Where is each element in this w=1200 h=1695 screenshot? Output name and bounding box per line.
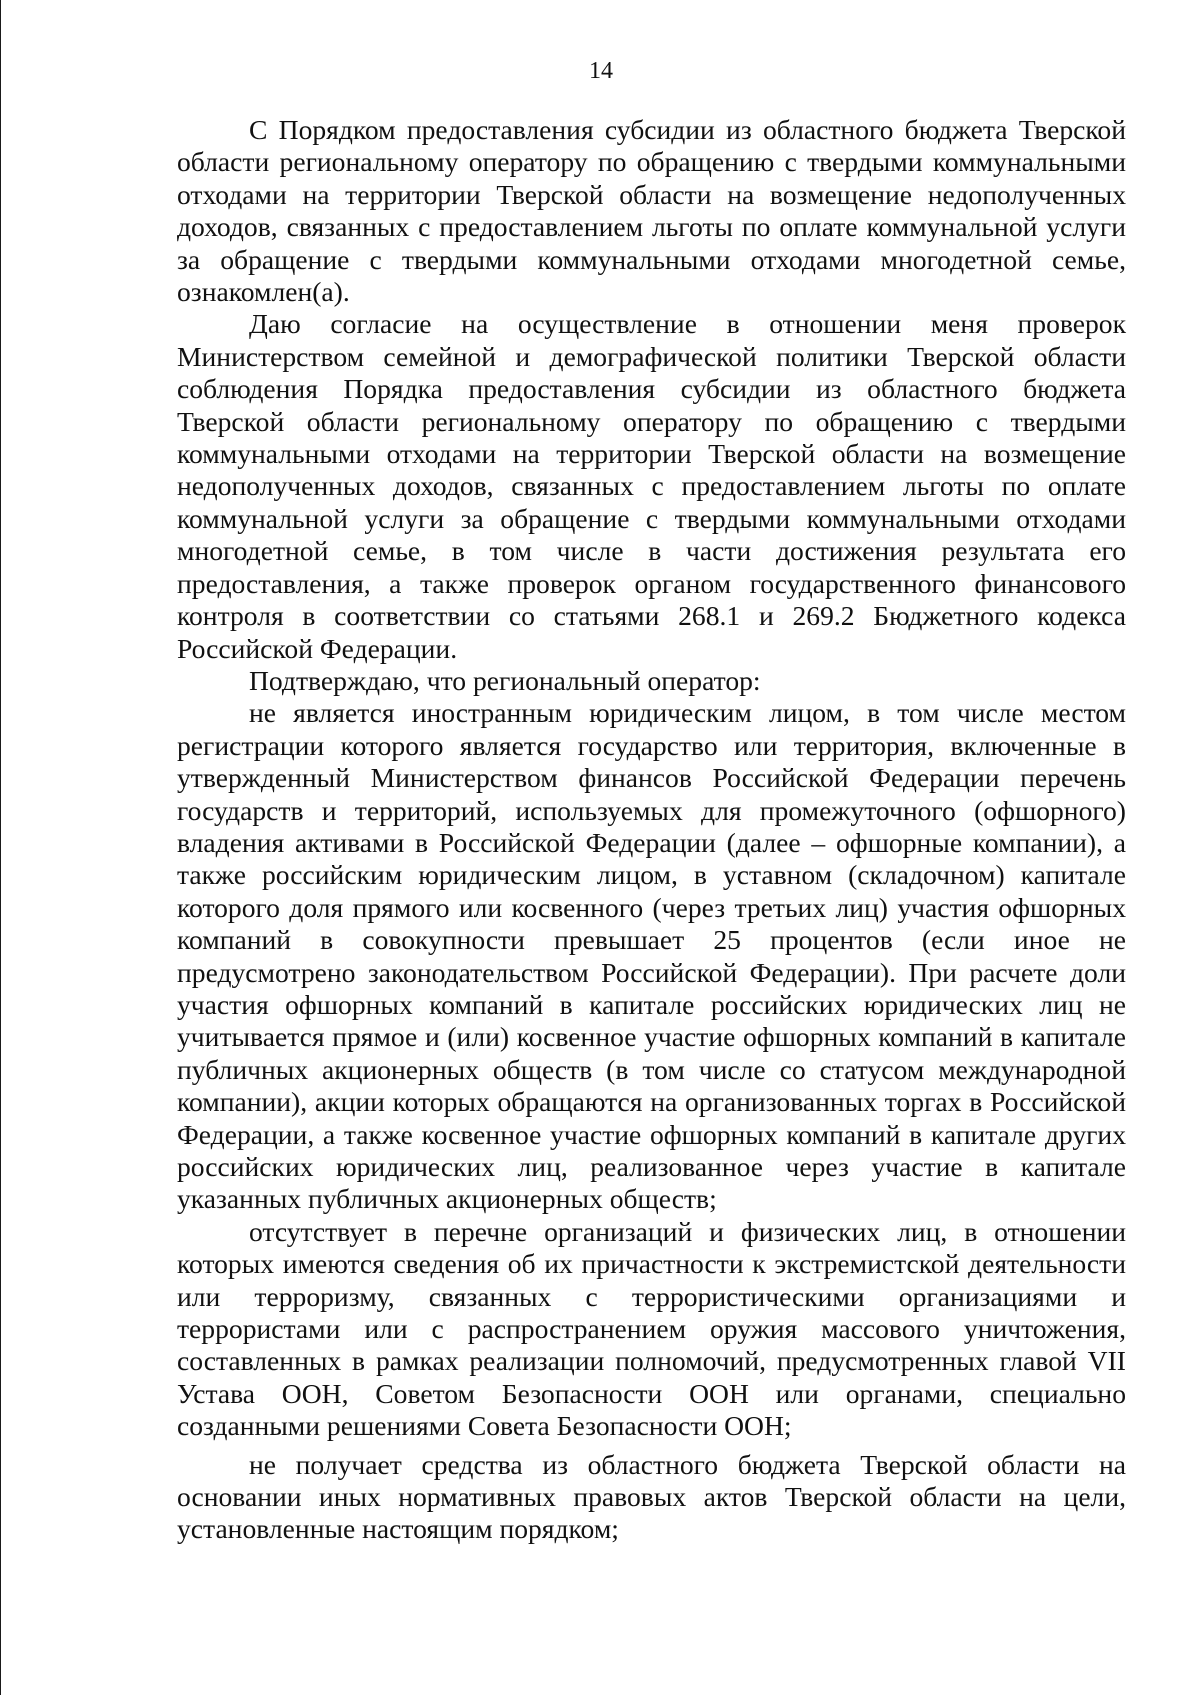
document-body xyxy=(177,114,1126,1546)
paragraph-not-in-extremist-list: отсутствует в перечне организаций и физических лиц, в отношении которых имеются сведения об их причастности к экстремистской деятельности или терроризму, связанных с террористическими организациями и террористами или с распространением оружия массового уничтожения, составленных в рамках реализации полномочий, предусмотренных главой VII Устава ООН, Советом Безопасности ООН или органами, специально созданными решениями Совета Безопасности ООН; xyxy=(177,1215,1126,1442)
paragraph-acknowledgement: С Порядком предоставления субсидии из областного бюджета Тверской области региональному оператору по обращению с твердыми коммунальными отходами на территории Тверской области на возмещение недополученных доходов, связанных с предоставлением льготы по оплате коммунальной услуги за обращение с твердыми коммунальными отходами многодетной семье, ознакомлен(а). xyxy=(177,114,1126,308)
paragraph-no-other-budget-funds: не получает средства из областного бюджета Тверской области на основании иных нормативных правовых актов Тверской области на цели, установленные настоящим порядком; xyxy=(177,1448,1126,1545)
paragraph-not-foreign-entity: не является иностранным юридическим лицом, в том числе местом регистрации которого является государство или территория, включенные в утвержденный Министерством финансов Российской Федерации перечень государств и территорий, используемых для промежуточного (офшорного) владения активами в Российской Федерации (далее – офшорные компании), а также российским юридическим лицом, в уставном (складочном) капитале которого доля прямого или косвенного (через третьих лиц) участия офшорных компаний в совокупности превышает 25 процентов (если иное не предусмотрено законодательством Российской Федерации). При расчете доли участия офшорных компаний в капитале российских юридических лиц не учитывается прямое и (или) косвенное участие офшорных компаний в капитале публичных акционерных обществ (в том числе со статусом международной компании), акции которых обращаются на организованных торгах в Российской Федерации, а также косвенное участие офшорных компаний в капитале других российских юридических лиц, реализованное через участие в капитале указанных публичных акционерных обществ; xyxy=(177,697,1126,1215)
paragraph-confirmation-intro: Подтверждаю, что региональный оператор: xyxy=(249,664,761,696)
page-number: 14 xyxy=(589,58,613,84)
paragraph-consent: Даю согласие на осуществление в отношении меня проверок Министерством семейной и демографической политики Тверской области соблюдения Порядка предоставления субсидии из областного бюджета Тверской области региональному оператору по обращению с твердыми коммунальными отходами на территории Тверской области на возмещение недополученных доходов, связанных с предоставлением льготы по оплате коммунальной услуги за обращение с твердыми коммунальными отходами многодетной семье, в том числе в части достижения результата его предоставления, а также проверок органом государственного финансового контроля в соответствии со статьями 268.1 и 269.2 Бюджетного кодекса Российской Федерации. xyxy=(177,308,1126,664)
